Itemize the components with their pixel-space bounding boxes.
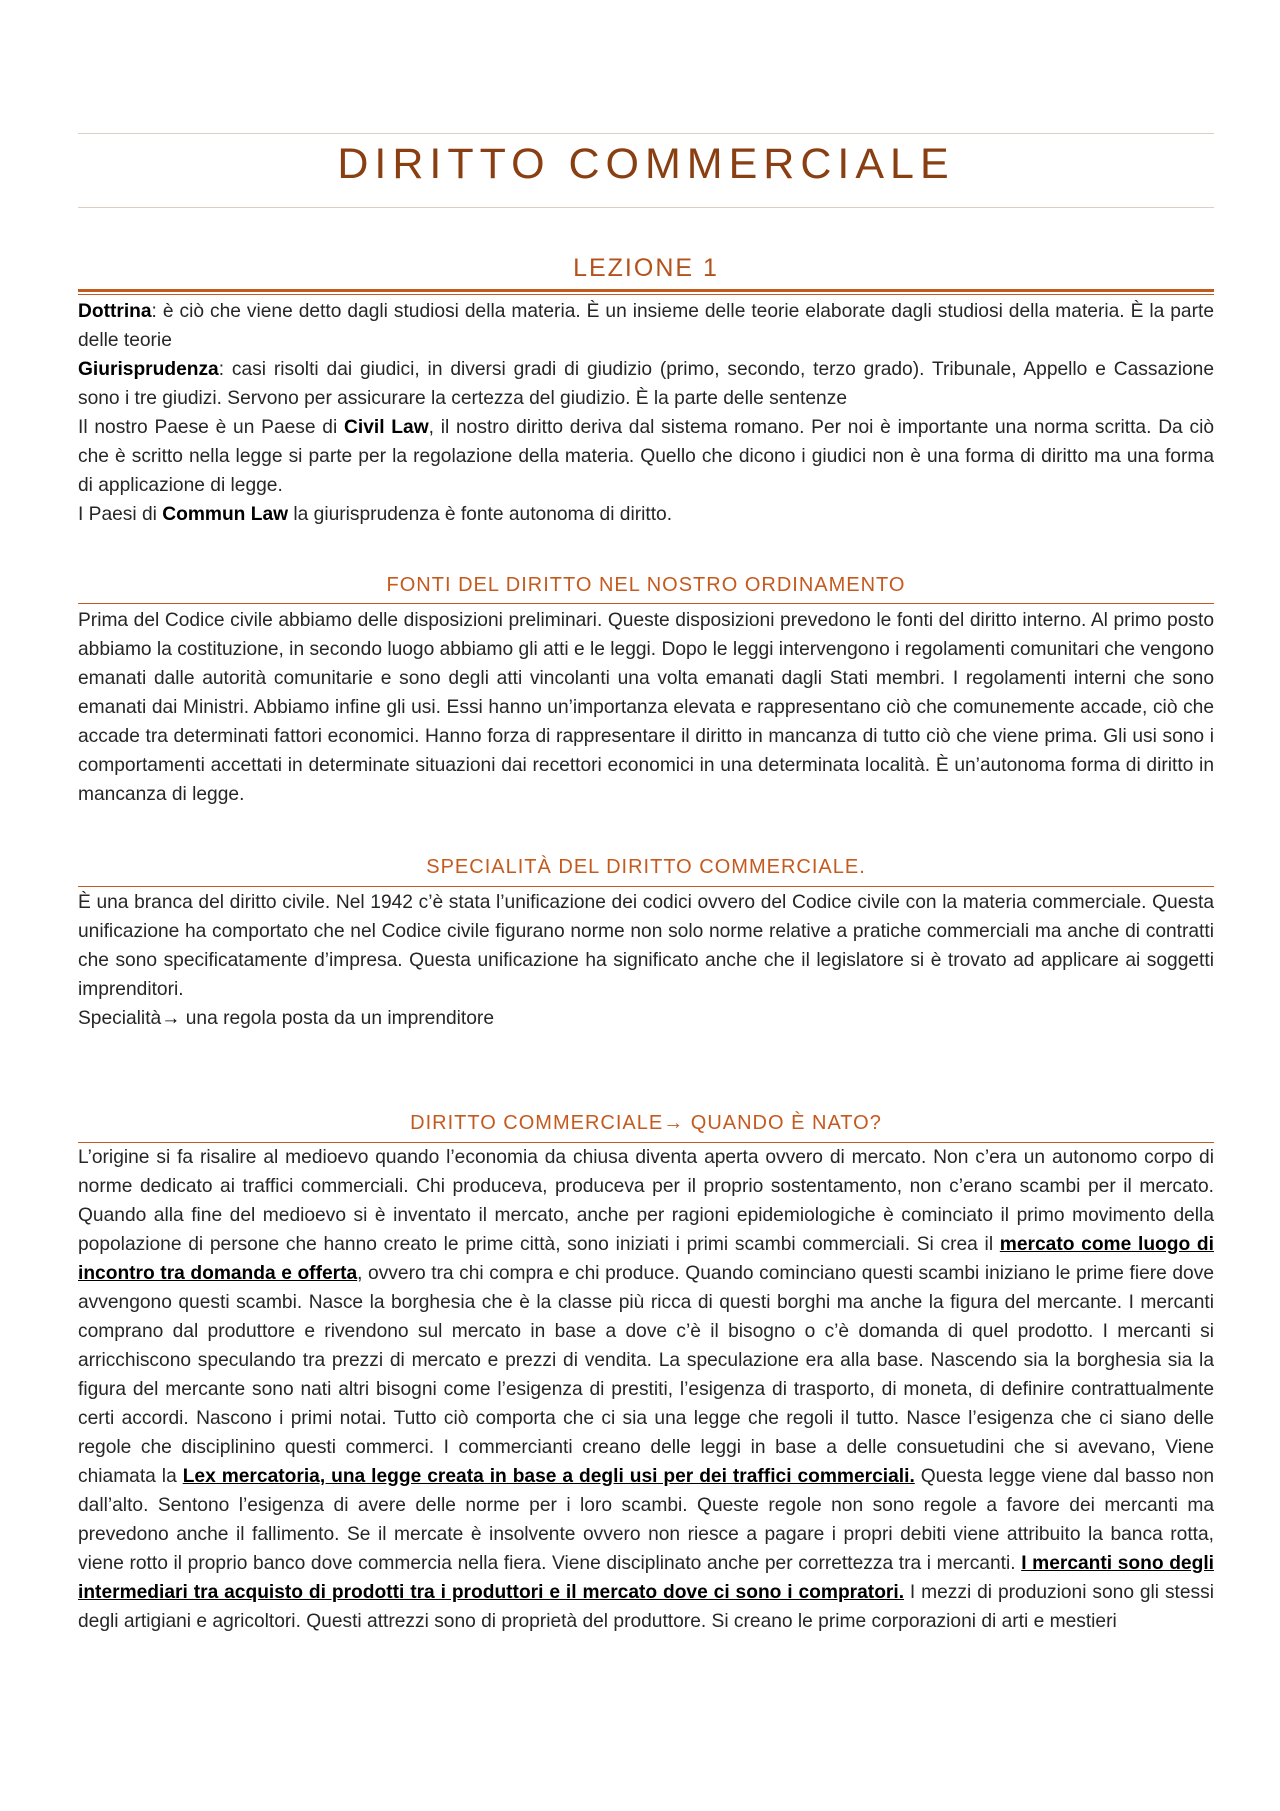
civil-law-paragraph (78, 413, 1214, 500)
nascita-text-3: Questa legge viene dal basso non dall’alto. Sentono l’esigenza di avere delle norme per i loro scambi. Queste regole non sono regole a favore dei mercanti ma prevedono anche il fallimento. Se il mercate è insolvente ovvero non riesce a pagare i propri debiti viene attribuito la banca rotta, viene rotto il proprio banco dove commercia nella fiera. Viene disciplinato anche per correttezza tra i mercanti. (78, 1466, 1214, 1574)
civil-law-before: Il nostro Paese è un Paese di (78, 417, 345, 438)
dottrina-term: Dottrina (78, 301, 152, 322)
nascita-body (78, 1143, 1214, 1636)
specialita-definition (78, 1004, 1214, 1033)
giurisprudenza-text: : casi risolti dai giudici, in diversi gradi di giudizio (primo, secondo, terzo grado). Tribunale, Appello e Cassazione sono i tre giudizi. Servono per assicurare la certezza del giudizio. È la parte delle sentenze (78, 359, 1214, 409)
specialita-definition-text: una regola posta da un imprenditore (180, 1008, 494, 1029)
mercanti-highlight: I mercanti sono degli intermediari tra acquisto di prodotti tra i produttori e il mercato dove ci sono i compratori. (78, 1553, 1214, 1603)
nascita-heading (78, 1112, 1214, 1135)
document-title: DIRITTO COMMERCIALE (337, 140, 955, 188)
civil-law-term: Civil Law (344, 417, 429, 438)
lesson-heading-rule-thin (78, 294, 1214, 295)
specialita-heading: SPECIALITÀ DEL DIRITTO COMMERCIALE. (426, 856, 866, 878)
giurisprudenza-term: Giurisprudenza (78, 359, 219, 380)
civil-law-after: , il nostro diritto deriva dal sistema romano. Per noi è importante una norma scritta. Da ciò che è scritto nella legge si parte per la regolazione della materia. Quello che dicono i giudici non è una forma di diritto ma una forma di applicazione di legge. (78, 417, 1215, 496)
fonti-text: Prima del Codice civile abbiamo delle disposizioni preliminari. Queste disposizioni prevedono le fonti del diritto interno. Al primo posto abbiamo la costituzione, in secondo luogo abbiamo gli atti e le leggi. Dopo le leggi intervengono i regolamenti comunitari che vengono emanati dalle autorità comunitarie e sono degli atti vincolanti una volta emanati dagli Stati membri. I regolamenti interni che sono emanati dai Ministri. Abbiamo infine gli usi. Essi hanno un’importanza elevata e rappresentano ciò che comunemente accade, ciò che accade tra determinati fattori economici. Hanno forza di rappresentare il diritto in mancanza di tutto ciò che viene prima. Gli usi sono i comportamenti accettati in determinate situazioni dai recettori economici in una determinata località. È un’autonoma forma di diritto in mancanza di legge. (78, 610, 1214, 805)
nascita-text-1: L’origine si fa risalire al medioevo quando l’economia da chiusa diventa aperta ovvero di mercato. Non c’era un autonomo corpo di norme dedicato ai traffici commerciali. Chi produceva, produceva per il proprio sostentamento, non c’erano scambi per il mercato. Quando alla fine del medioevo si è inventato il mercato, anche per ragioni epidemiologiche è cominciato il primo movimento della popolazione di persone che hanno creato le prime città, sono iniziati i primi scambi commerciali. Si crea il (78, 1147, 1214, 1255)
mercato-highlight: mercato come luogo di incontro tra domanda e offerta (78, 1234, 1214, 1284)
fonti-body (78, 606, 1214, 809)
nascita-heading-b: QUANDO È NATO? (684, 1112, 882, 1134)
fonti-heading-rule (78, 603, 1214, 604)
fonti-heading: FONTI DEL DIRITTO NEL NOSTRO ORDINAMENTO (386, 574, 906, 596)
dottrina-paragraph (78, 297, 1214, 355)
commun-law-before: I Paesi di (78, 504, 163, 525)
right-arrow-icon: → (161, 1008, 181, 1029)
commun-law-after: la giurisprudenza è fonte autonoma di diritto. (288, 504, 673, 525)
commun-law-term: Commun Law (162, 504, 289, 525)
dottrina-text: : è ciò che viene detto dagli studiosi della materia. È un insieme delle teorie elaborate dagli studiosi della materia. È la parte delle teorie (78, 301, 1214, 351)
title-bottom-rule (78, 207, 1214, 208)
specialita-heading-rule (78, 886, 1214, 887)
commun-law-paragraph (78, 500, 1214, 529)
nascita-text-4: I mezzi di produzioni sono gli stessi degli artigiani e agricoltori. Questi attrezzi sono di proprietà del produttore. Si creano le prime corporazioni di arti e mestieri (78, 1582, 1215, 1632)
nascita-text-2: , ovvero tra chi compra e chi produce. Quando cominciano questi scambi iniziano le prime fiere dove avvengono questi scambi. Nasce la borghesia che è la classe più ricca di questi borghi ma anche la figura del mercante. I mercanti comprano dal produttore e rivendono sul mercato in base a dove c’è il bisogno o c’è domanda di quel prodotto. I mercanti si arricchiscono speculando tra prezzi di mercato e prezzi di vendita. La speculazione era alla base. Nascendo sia la borghesia sia la figura del mercante sono nati altri bisogni come l’esigenza di prestiti, l’esigenza di trasporto, di moneta, di definire contrattualmente certi accordi. Nascono i primi notai. Tutto ciò comporta che ci sia una legge che regoli il tutto. Nasce l’esigenza che ci siano delle regole che disciplinino questi commerci. I commercianti creano delle leggi in base a delle consuetudini che si avevano, Viene chiamata la (78, 1263, 1214, 1487)
lex-mercatoria-highlight: Lex mercatoria, una legge creata in base a degli usi per dei traffici commerciali. (182, 1466, 915, 1487)
giurisprudenza-paragraph (78, 355, 1214, 413)
title-top-rule (78, 133, 1214, 134)
nascita-heading-a: DIRITTO COMMERCIALE (410, 1112, 664, 1134)
lesson-heading: LEZIONE 1 (573, 254, 719, 282)
lesson-body (78, 297, 1214, 529)
right-arrow-icon: → (663, 1112, 685, 1134)
specialita-text: È una branca del diritto civile. Nel 1942 c’è stata l’unificazione dei codici ovvero del Codice civile con la materia commerciale. Questa unificazione ha comportato che nel Codice civile figurano norme non solo norme relative a pratiche commerciali ma anche di contratti che sono specificatamente d’impresa. Questa unificazione ha significato anche che il legislatore si è trovato ad applicare ai soggetti imprenditori. (78, 892, 1214, 1000)
specialita-body (78, 888, 1214, 1033)
nascita-paragraph (78, 1143, 1214, 1636)
specialita-term: Specialità (78, 1008, 162, 1029)
lesson-heading-rule (78, 289, 1214, 292)
